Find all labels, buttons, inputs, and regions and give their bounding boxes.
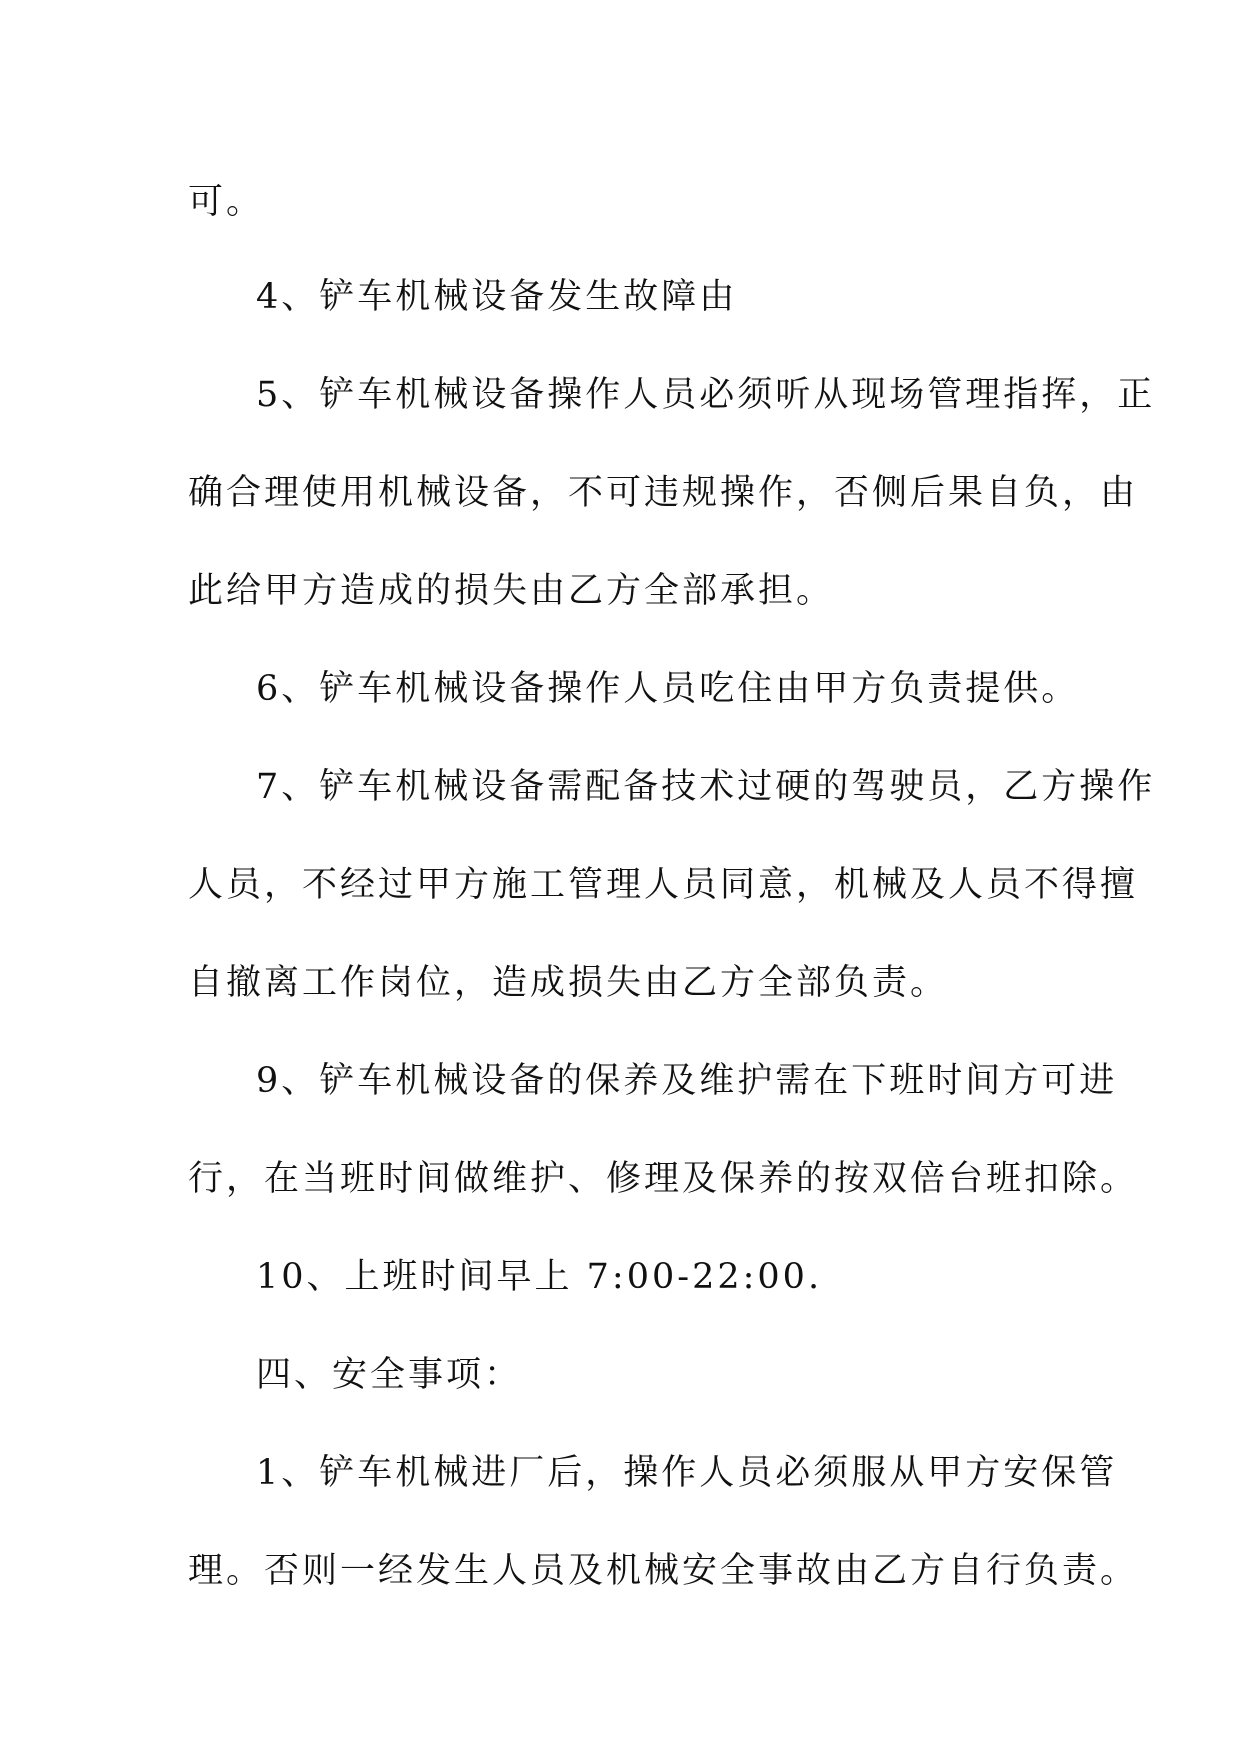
text-line: 4、铲车机械设备发生故障由 [256,277,738,317]
text-line: 行，在当班时间做维护、修理及保养的按双倍台班扣除。 [188,1159,1139,1199]
text-line: 自撤离工作岗位，造成损失由乙方全部负责。 [188,963,949,1003]
text-line: 四、安全事项： [256,1355,523,1395]
text-line: 此给甲方造成的损失由乙方全部承担。 [188,571,835,611]
text-line: 可。 [188,182,265,222]
text-line: 理。否则一经发生人员及机械安全事故由乙方自行负责。 [188,1551,1139,1591]
text-line: 7、铲车机械设备需配备技术过硬的驾驶员，乙方操作 [256,767,1156,807]
text-line: 人员，不经过甲方施工管理人员同意，机械及人员不得擅 [188,865,1139,905]
text-line: 6、铲车机械设备操作人员吃住由甲方负责提供。 [256,669,1080,709]
text-line: 确合理使用机械设备，不可违规操作，否侧后果自负，由 [188,473,1139,513]
text-line: 5、铲车机械设备操作人员必须听从现场管理指挥，正 [256,375,1156,415]
text-line: 10、上班时间早上 7:00-22:00. [256,1257,823,1297]
text-line: 1、铲车机械进厂后，操作人员必须服从甲方安保管 [256,1453,1118,1493]
text-line: 9、铲车机械设备的保养及维护需在下班时间方可进 [256,1061,1118,1101]
